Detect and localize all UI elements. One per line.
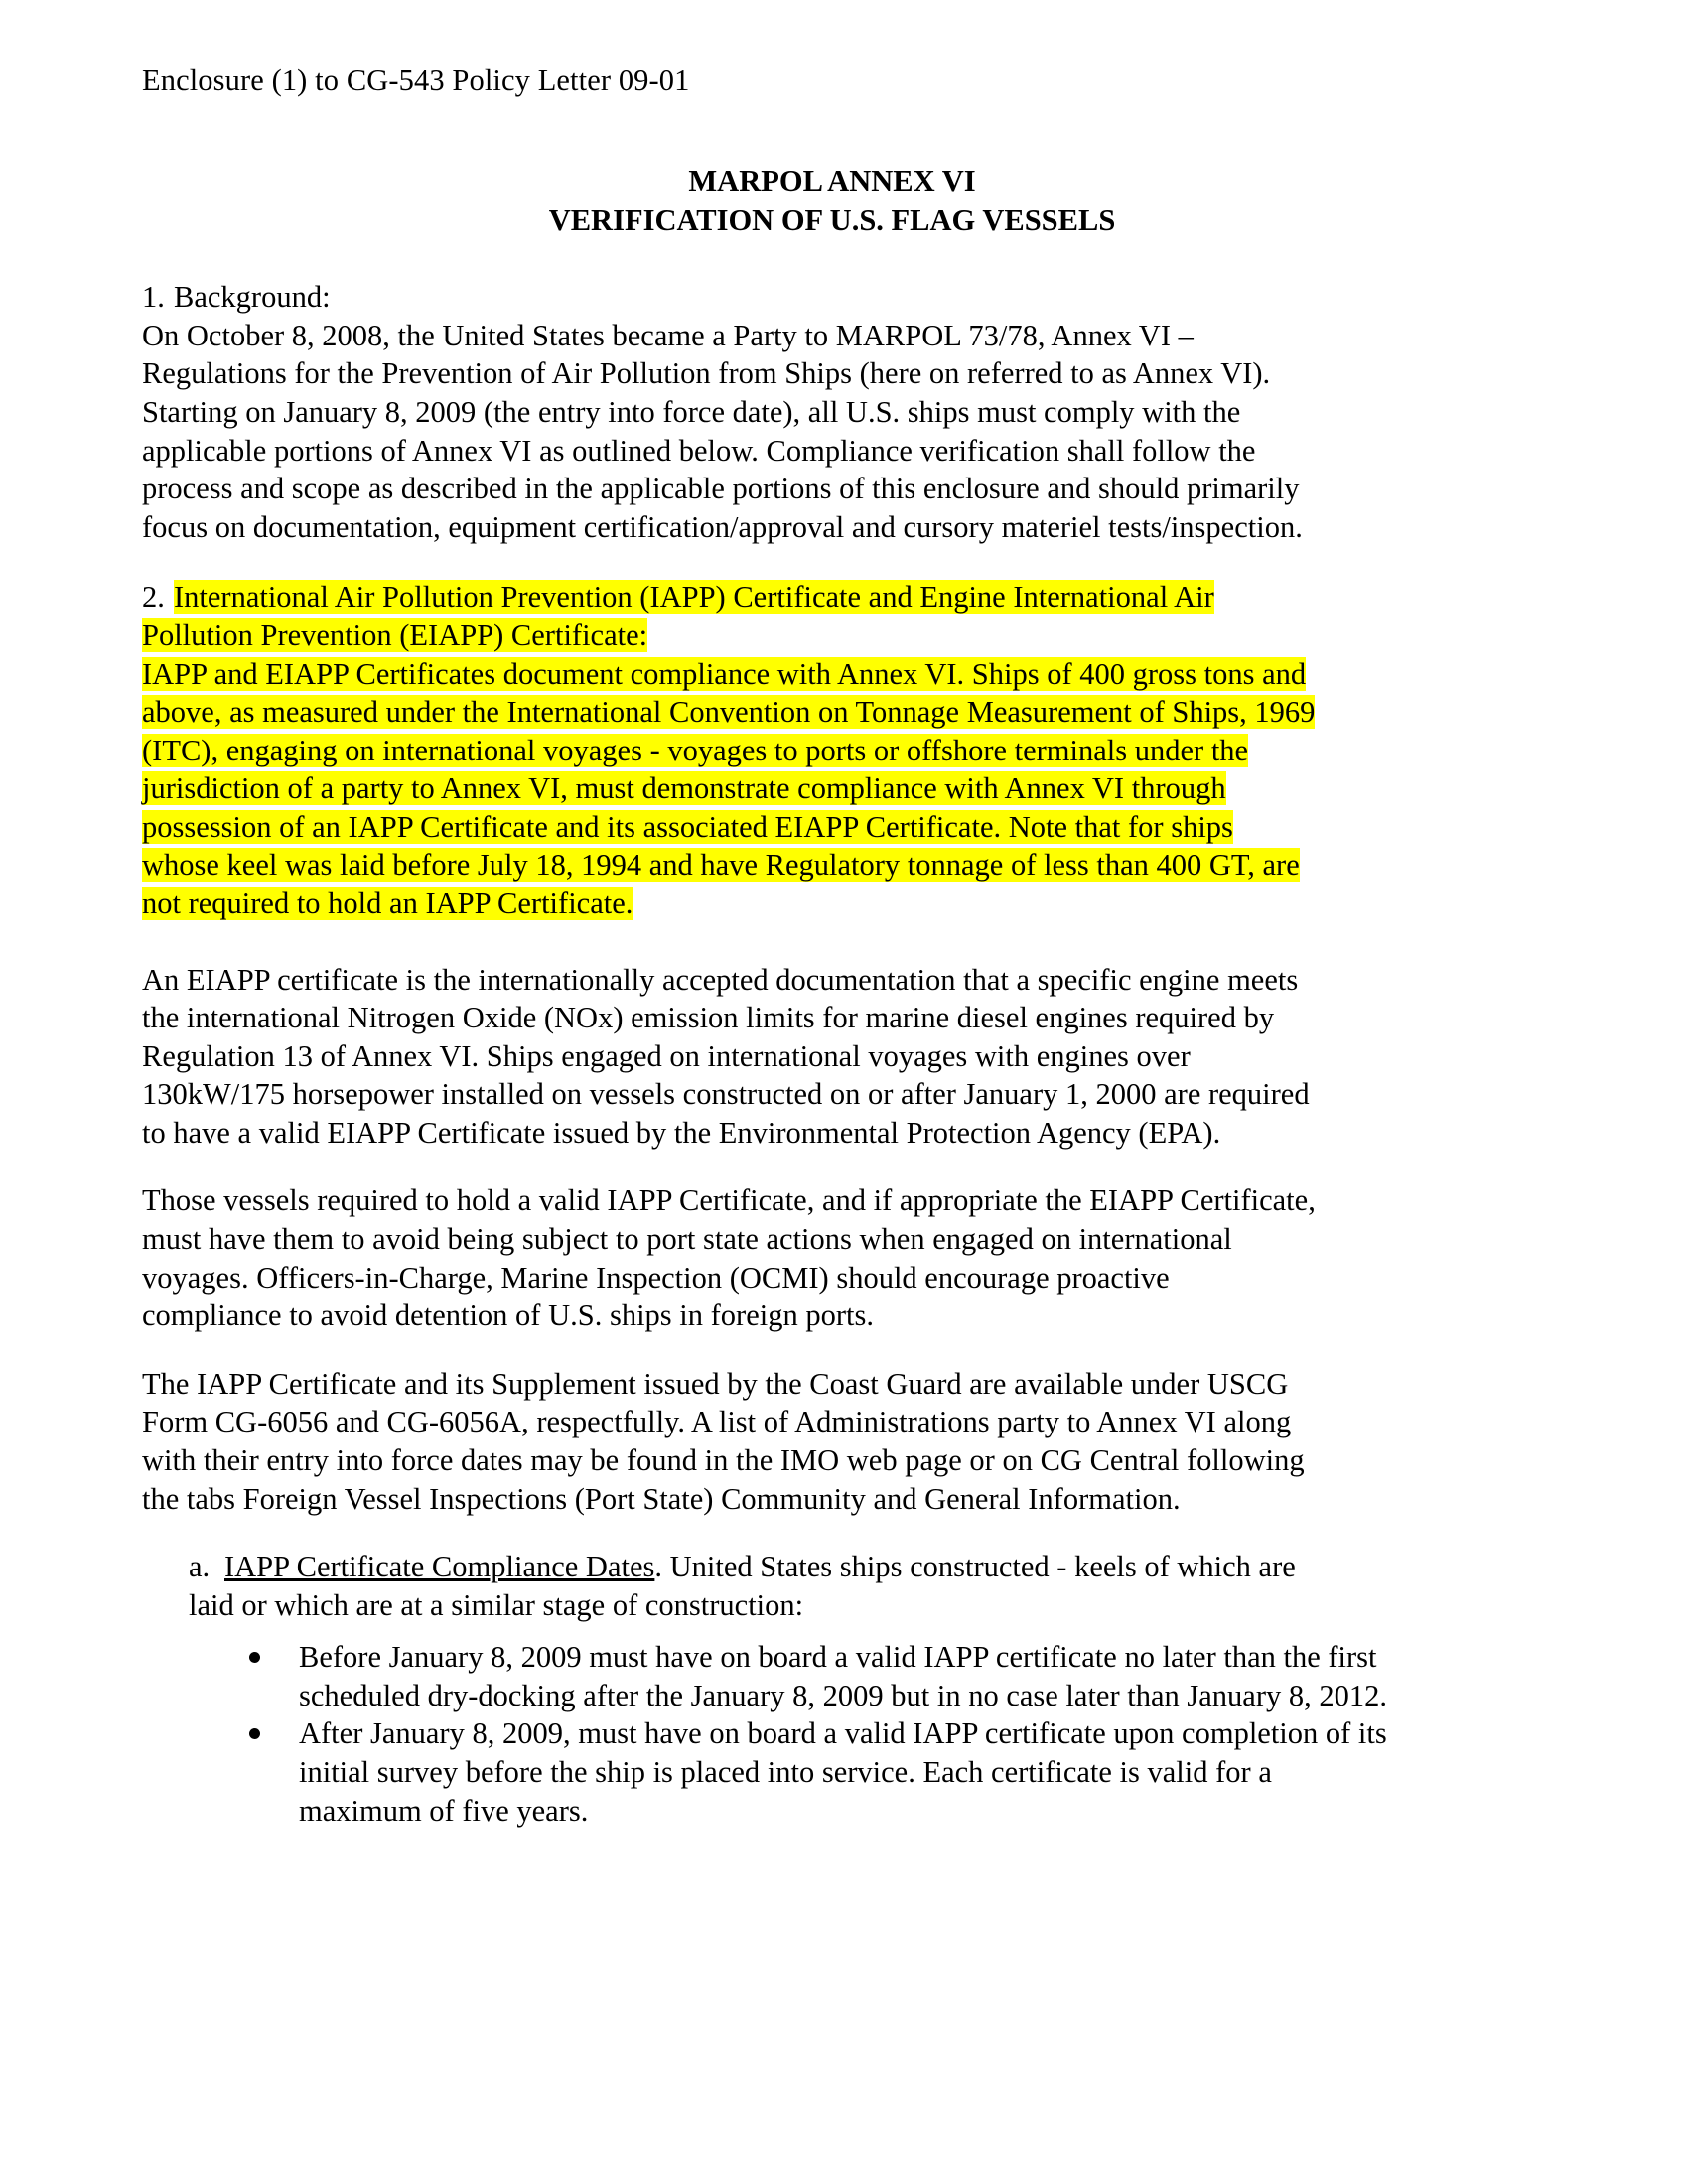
section-2-number: 2. bbox=[142, 580, 165, 614]
paragraph-line: with their entry into force dates may be found in the IMO web page or on CG Central following bbox=[142, 1442, 1305, 1477]
paragraph-line: focus on documentation, equipment certification/approval and cursory materiel tests/inspection. bbox=[142, 509, 1303, 544]
document-title bbox=[142, 162, 1522, 240]
paragraph-line: Those vessels required to hold a valid IAPP Certificate, and if appropriate the EIAPP Certificate, bbox=[142, 1183, 1316, 1218]
highlighted-row bbox=[142, 616, 1562, 655]
paragraph-line: An EIAPP certificate is the internationally accepted documentation that a specific engine meets bbox=[142, 962, 1299, 997]
paragraph-line: Starting on January 8, 2009 (the entry into force date), all U.S. ships must comply with the bbox=[142, 395, 1241, 430]
enclosure-header: Enclosure (1) to CG-543 Policy Letter 09-01 bbox=[142, 64, 690, 97]
highlighted-line: above, as measured under the International Convention on Tonnage Measurement of Ships, 1969 bbox=[142, 695, 1316, 730]
paragraph-line: compliance to avoid detention of U.S. ships in foreign ports. bbox=[142, 1298, 874, 1333]
highlighted-row bbox=[142, 769, 1562, 808]
highlighted-row bbox=[142, 808, 1562, 847]
highlighted-row bbox=[142, 693, 1562, 732]
bullet-line: initial survey before the ship is placed into service. Each certificate is valid for a bbox=[299, 1754, 1272, 1789]
highlighted-row bbox=[142, 732, 1562, 770]
bullet-line: scheduled dry-docking after the January 8, 2009 but in no case later than January 8, 2012. bbox=[299, 1678, 1387, 1712]
paragraph-line: Form CG-6056 and CG-6056A, respectfully. A list of Administrations party to Annex VI along bbox=[142, 1405, 1292, 1439]
highlighted-row bbox=[142, 846, 1562, 885]
subsection-a-title: IAPP Certificate Compliance Dates bbox=[224, 1550, 655, 1584]
paragraph-line: Regulation 13 of Annex VI. Ships engaged on international voyages with engines over bbox=[142, 1038, 1191, 1073]
compliance-dates-bullet-list bbox=[142, 1638, 1562, 1830]
paragraph-line: The IAPP Certificate and its Supplement issued by the Coast Guard are available under USCG bbox=[142, 1366, 1289, 1401]
paragraph-line: to have a valid EIAPP Certificate issued by the Environmental Protection Agency (EPA). bbox=[142, 1115, 1221, 1150]
section-1-number: 1. bbox=[142, 280, 165, 315]
section-2-block bbox=[142, 578, 1562, 922]
port-state-paragraph bbox=[142, 1181, 1562, 1334]
bullet-line: Before January 8, 2009 must have on board a valid IAPP certificate no later than the first bbox=[299, 1640, 1377, 1675]
bullet-icon bbox=[249, 1728, 260, 1739]
subsection-a-after-title: . United States ships constructed - keels of which are bbox=[654, 1550, 1296, 1584]
list-item bbox=[142, 1638, 1562, 1714]
section-1-body bbox=[142, 317, 1562, 546]
paragraph-line: 130kW/175 horsepower installed on vessels constructed on or after January 1, 2000 are required bbox=[142, 1077, 1310, 1112]
highlighted-row bbox=[142, 885, 1562, 923]
bullet-line: After January 8, 2009, must have on board a valid IAPP certificate upon completion of its bbox=[299, 1716, 1387, 1751]
paragraph-line: On October 8, 2008, the United States became a Party to MARPOL 73/78, Annex VI – bbox=[142, 318, 1194, 352]
title-line-1: MARPOL ANNEX VI bbox=[688, 164, 976, 199]
section-2-first-line bbox=[142, 578, 1562, 616]
paragraph-line: the tabs Foreign Vessel Inspections (Port State) Community and General Information. bbox=[142, 1481, 1181, 1516]
highlighted-line: Pollution Prevention (EIAPP) Certificate: bbox=[142, 617, 648, 652]
paragraph-line: process and scope as described in the applicable portions of this enclosure and should primarily bbox=[142, 472, 1300, 506]
paragraph-line: voyages. Officers-in-Charge, Marine Inspection (OCMI) should encourage proactive bbox=[142, 1260, 1170, 1295]
paragraph-line: Regulations for the Prevention of Air Pollution from Ships (here on referred to as Annex VI). bbox=[142, 356, 1271, 391]
paragraph-line: applicable portions of Annex VI as outlined below. Compliance verification shall follow the bbox=[142, 433, 1256, 468]
forms-paragraph bbox=[142, 1365, 1562, 1518]
subsection-a-first-line bbox=[189, 1548, 1562, 1586]
subsection-a bbox=[189, 1548, 1562, 1624]
highlighted-line: not required to hold an IAPP Certificate. bbox=[142, 886, 633, 920]
eiapp-paragraph bbox=[142, 961, 1562, 1153]
section-1-title: Background: bbox=[174, 280, 331, 315]
highlighted-line: IAPP and EIAPP Certificates document compliance with Annex VI. Ships of 400 gross tons and bbox=[142, 656, 1307, 691]
highlighted-line: (ITC), engaging on international voyages - voyages to ports or offshore terminals under the bbox=[142, 733, 1249, 767]
bullet-icon bbox=[249, 1652, 260, 1663]
paragraph-line: the international Nitrogen Oxide (NOx) emission limits for marine diesel engines required by bbox=[142, 1001, 1275, 1035]
highlighted-line: possession of an IAPP Certificate and its associated EIAPP Certificate. Note that for ships bbox=[142, 809, 1233, 844]
highlighted-line: International Air Pollution Prevention (IAPP) Certificate and Engine International Air bbox=[174, 580, 1214, 614]
list-item bbox=[142, 1714, 1562, 1830]
title-line-2: VERIFICATION OF U.S. FLAG VESSELS bbox=[548, 203, 1116, 237]
paragraph-line: must have them to avoid being subject to port state actions when engaged on international bbox=[142, 1222, 1232, 1257]
document-body bbox=[142, 62, 1562, 1830]
section-1-heading bbox=[142, 278, 1562, 317]
subsection-a-second-line: laid or which are at a similar stage of construction: bbox=[189, 1587, 804, 1622]
highlighted-line: jurisdiction of a party to Annex VI, must demonstrate compliance with Annex VI through bbox=[142, 771, 1226, 806]
bullet-line: maximum of five years. bbox=[299, 1793, 589, 1828]
highlighted-row bbox=[142, 655, 1562, 694]
highlighted-line: whose keel was laid before July 18, 1994 and have Regulatory tonnage of less than 400 GT, are bbox=[142, 848, 1300, 883]
subsection-a-label: a. bbox=[189, 1550, 211, 1584]
